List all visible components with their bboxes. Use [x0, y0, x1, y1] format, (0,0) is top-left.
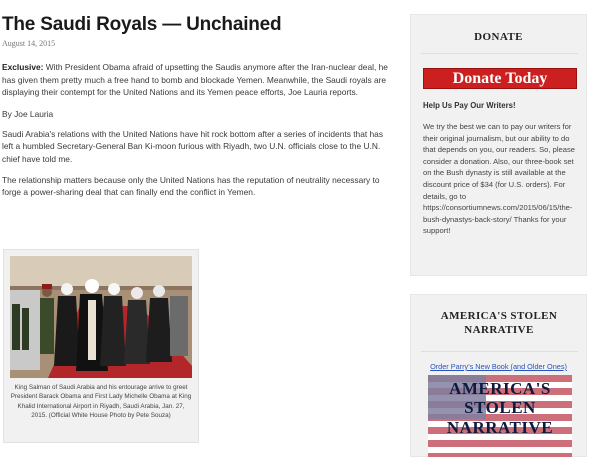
article-photo[interactable] — [10, 256, 192, 378]
article-figure — [3, 249, 199, 443]
article-intro — [2, 61, 392, 99]
article-date: August 14, 2015 — [2, 39, 56, 48]
book-cover-line-3: NARRATIVE — [446, 418, 554, 437]
donate-widget — [410, 14, 587, 276]
article-title[interactable]: The Saudi Royals — Unchained — [2, 14, 282, 35]
article-paragraph-1: Saudi Arabia's relations with the United Nations have hit rock bottom after a series of incidents that has left a humbled Secretary-General Ban Ki-moon furious with Riyadh, two U.N. officials close to the U.N. chief have told me. — [2, 128, 384, 164]
exclusive-label: Exclusive: — [2, 62, 44, 72]
help-title: Help Us Pay Our Writers! — [423, 101, 516, 110]
donate-heading: DONATE — [474, 31, 523, 43]
article — [2, 14, 392, 199]
book-cover-line-2: STOLEN — [464, 398, 536, 417]
donate-today-button[interactable]: Donate Today — [423, 68, 577, 89]
book-cover-line-1: AMERICA'S — [449, 379, 551, 398]
photo-caption: King Salman of Saudi Arabia and his entourage arrive to greet President Barack Obama and First Lady Michelle Obama at King Khalid International Airport in Riyadh, Saudi Arabia, Jan. 27, 2015. (Official White House Photo by Pete Souza) — [10, 384, 192, 420]
donate-divider — [421, 53, 578, 54]
book-heading: AMERICA'S STOLEN NARRATIVE — [440, 310, 558, 336]
help-text: We try the best we can to pay our writers for their original journalism, but our ability to do that depends on you, our readers. So, please consider a donation. Also, our three-book set on the Bush dynasty is still available at the discount price of $34 (for U.S. orders). For details, go to https://consortiumnews.com/2015/06/15/the-bush-dynastys-back-story/ Thanks for your support! — [423, 122, 575, 236]
order-book-link[interactable]: Order Parry's New Book (and Older Ones) — [430, 362, 567, 371]
article-byline: By Joe Lauria — [2, 108, 54, 119]
intro-text: With President Obama afraid of upsetting the Saudis anymore after the Iran-nuclear deal, he has given them pretty much a free hand to bomb and blockade Yemen. Meanwhile, the Saudi royals are displaying their contempt for the United Nations and its Yemen peace efforts, Joe Lauria reports. — [2, 62, 388, 98]
book-cover[interactable] — [428, 375, 572, 457]
book-divider — [421, 351, 578, 352]
photo-illustration — [10, 256, 192, 378]
article-paragraph-2: The relationship matters because only the United Nations has the reputation of neutrality necessary to forge a power-sharing deal that can finally end the conflict in Yemen. — [2, 174, 380, 198]
book-widget — [410, 294, 587, 457]
